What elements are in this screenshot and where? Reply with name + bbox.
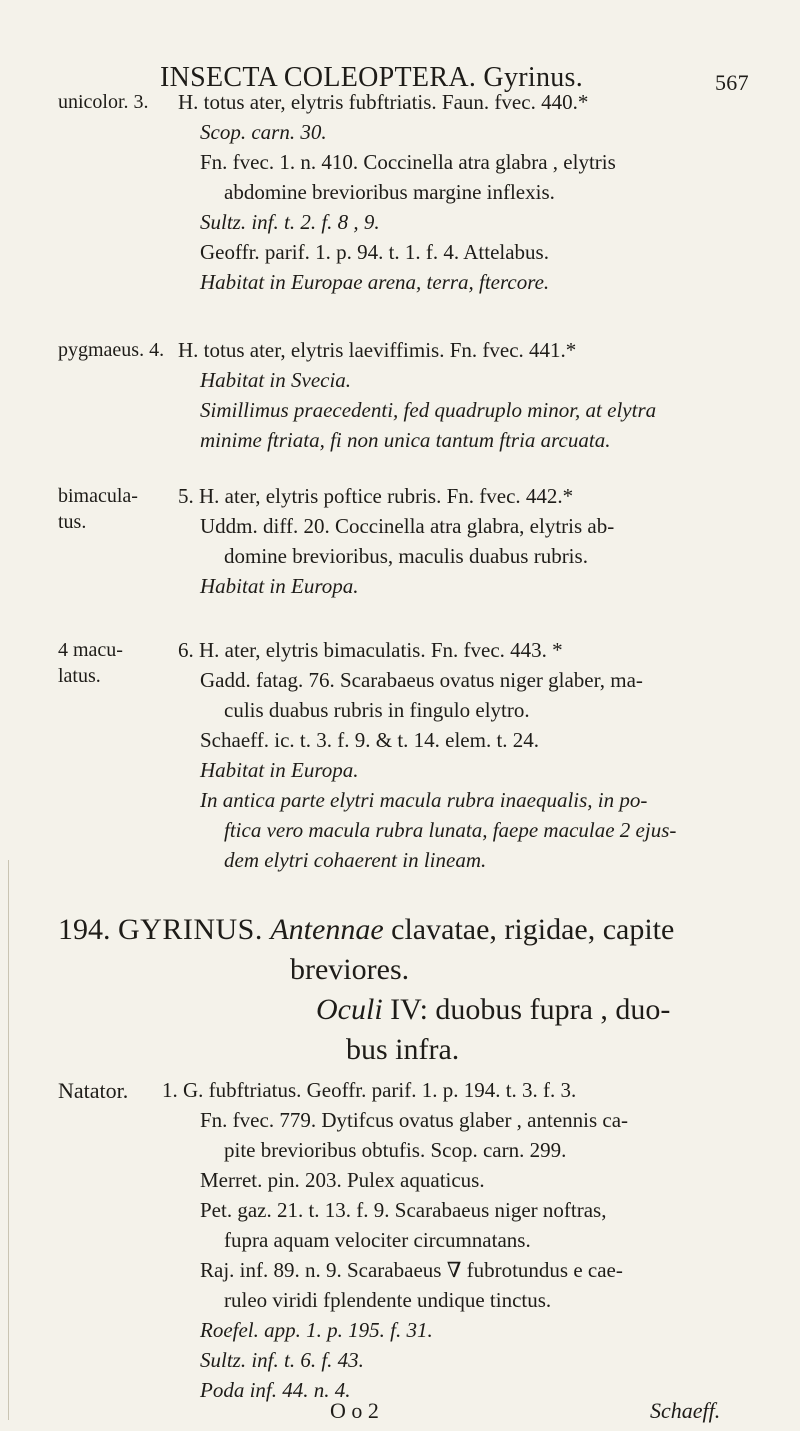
- entry-line: Fn. fvec. 1. n. 410. Coccinella atra glabra , elytris: [200, 150, 616, 174]
- habitat-line: Habitat in Europae arena, terra, ftercore.: [200, 270, 550, 294]
- entry-line: H. totus ater, elytris laeviffimis. Fn. fvec. 441.*: [178, 338, 577, 362]
- entry-line: Gadd. fatag. 76. Scarabaeus ovatus niger glaber, ma-: [200, 668, 643, 692]
- entry-line: domine brevioribus, maculis duabus rubris.: [224, 544, 588, 568]
- species-tag: bimacula-: [58, 485, 138, 507]
- entry-line: Pet. gaz. 21. t. 13. f. 9. Scarabaeus niger noftras,: [200, 1198, 607, 1222]
- oculi-continued: bus infra.: [346, 1033, 460, 1066]
- species-tag: 4 macu-: [58, 639, 123, 661]
- antennae-continued: breviores.: [290, 953, 410, 986]
- species-tag: latus.: [58, 665, 101, 687]
- entry-line: Raj. inf. 89. n. 9. Scarabaeus ∇ fubrotundus e cae-: [200, 1258, 623, 1282]
- species-tag: unicolor. 3.: [58, 91, 149, 113]
- habitat-line: Habitat in Svecia.: [200, 368, 352, 392]
- page-number: 567: [715, 70, 749, 95]
- entry-line: 6. H. ater, elytris bimaculatis. Fn. fvec. 443. *: [178, 638, 563, 662]
- signature-mark: O o 2: [330, 1398, 379, 1423]
- entry-line: ruleo viridi fplendente undique tinctus.: [224, 1288, 552, 1312]
- habitat-line: Habitat in Europa.: [200, 574, 359, 598]
- oculi-line: [316, 992, 670, 1028]
- species-tag: Natator.: [58, 1078, 129, 1103]
- entry-line: minime ftriata, fi non unica tantum ftria arcuata.: [200, 428, 611, 452]
- entry-line: Schaeff. ic. t. 3. f. 9. & t. 14. elem. t. 24.: [200, 728, 540, 752]
- entry-line: Scop. carn. 30.: [200, 120, 327, 144]
- entry-line: 1. G. fubftriatus. Geoffr. parif. 1. p. 194. t. 3. f. 3.: [162, 1078, 577, 1102]
- entry-line: Fn. fvec. 779. Dytifcus ovatus glaber , antennis ca-: [200, 1108, 629, 1132]
- entry-line: Sultz. inf. t. 2. f. 8 , 9.: [200, 210, 380, 234]
- oculi-text: IV: duobus fupra , duo-: [390, 993, 671, 1026]
- entry-line: abdomine brevioribus margine inflexis.: [224, 180, 555, 204]
- habitat-line: Habitat in Europa.: [200, 758, 359, 782]
- entry-line: In antica parte elytri macula rubra inaequalis, in po-: [200, 788, 648, 812]
- entry-line: Geoffr. parif. 1. p. 94. t. 1. f. 4. Attelabus.: [200, 240, 549, 264]
- entry-line: culis duabus rubris in fingulo elytro.: [224, 698, 530, 722]
- entry-line: fupra aquam velociter circumnatans.: [224, 1228, 531, 1252]
- oculi-label: Oculi: [316, 993, 383, 1026]
- antennae-label: Antennae: [270, 913, 384, 946]
- gutter-line: [8, 860, 9, 1420]
- entry-line: 5. H. ater, elytris poftice rubris. Fn. fvec. 442.*: [178, 484, 574, 508]
- species-tag: pygmaeus. 4.: [58, 339, 165, 361]
- header-title: INSECTA COLEOPTERA. Gyrinus.: [160, 62, 584, 93]
- entry-line: Poda inf. 44. n. 4.: [200, 1378, 351, 1402]
- genus-number: 194.: [58, 913, 111, 946]
- entry-line: Roefel. app. 1. p. 195. f. 31.: [200, 1318, 433, 1342]
- catchword: Schaeff.: [650, 1398, 721, 1423]
- entry-line: Sultz. inf. t. 6. f. 43.: [200, 1348, 364, 1372]
- entry-line: Uddm. diff. 20. Coccinella atra glabra, elytris ab-: [200, 514, 615, 538]
- entry-line: ftica vero macula rubra lunata, faepe maculae 2 ejus-: [224, 818, 677, 842]
- entry-line: H. totus ater, elytris fubftriatis. Faun. fvec. 440.*: [178, 90, 589, 114]
- entry-line: Merret. pin. 203. Pulex aquaticus.: [200, 1168, 485, 1192]
- genus-title: [58, 912, 674, 948]
- genus-name: GYRINUS.: [118, 913, 263, 946]
- entry-line: dem elytri cohaerent in lineam.: [224, 848, 487, 872]
- entry-line: Simillimus praecedenti, fed quadruplo minor, at elytra: [200, 398, 657, 422]
- antennae-text: clavatae, rigidae, capite: [391, 913, 675, 946]
- species-tag: tus.: [58, 511, 87, 533]
- entry-line: pite brevioribus obtufis. Scop. carn. 299.: [224, 1138, 567, 1162]
